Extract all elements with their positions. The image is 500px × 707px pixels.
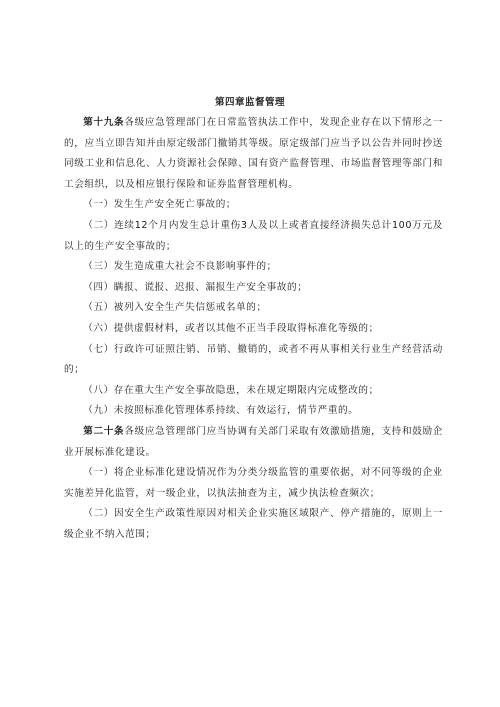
article-19-item-1: （一）发生生产安全死亡事故的； xyxy=(83,199,237,211)
article-19-item-7: （七）行政许可证照注销、吊销、撤销的，或者不再从事相关行业生产经营活动的； xyxy=(64,343,443,376)
article-19-item-5: （五）被列入安全生产失信惩戒名单的； xyxy=(83,302,267,314)
article-19-number: 第十九条 xyxy=(83,117,125,128)
article-20-number: 第二十条 xyxy=(83,425,125,437)
article-19-item-6: （六）提供虚假材料，或者以其他不正当手段取得标准化等级的； xyxy=(83,322,379,334)
article-19-item-8: （八）存在重大生产安全事故隐患，未在规定期限内完成整改的； xyxy=(83,384,379,396)
article-20-item-2: （二）因安全生产政策性原因对相关企业实施区域限产、停产措施的，原则上一级企业不纳入范围； xyxy=(64,508,443,540)
article-20-text: 各级应急管理部门应当协调有关部门采取有效激励措施，支持和鼓励企业开展标准化建设。 xyxy=(64,425,443,458)
article-19-item-4: （四）瞒报、谎报、迟报、漏报生产安全事故的； xyxy=(83,281,308,293)
article-19-item-9: （九）未按照标准化管理体系持续、有效运行，情节严重的。 xyxy=(83,405,359,417)
article-19-item-3: （三）发生造成重大社会不良影响事件的； xyxy=(83,261,277,273)
article-19-paragraph xyxy=(64,113,443,195)
article-19-item-2: （二）连续12个月内发生总计重伤3人及以上或者直接经济损失总计100万元及以上的生产安全事故的； xyxy=(64,219,443,252)
article-20-paragraph xyxy=(64,422,443,463)
article-20-item-1: （一）将企业标准化建设情况作为分类分级监管的重要依据，对不同等级的企业实施差异化监管，对一级企业，以执法抽查为主，减少执法检查频次； xyxy=(64,467,443,499)
chapter-title: 第四章监督管理 xyxy=(214,97,285,108)
document-body xyxy=(64,113,443,545)
article-19-text: 各级应急管理部门在日常监管执法工作中，发现企业存在以下情形之一的，应当立即告知并由原定级部门撤销其等级。原定级部门应当予以公告并同时抄送同级工业和信息化、人力资源社会保障、国有资产监督管理、市场监督管理等部门和工会组织，以及相应银行保险和证券监督管理机构。 xyxy=(64,117,443,190)
